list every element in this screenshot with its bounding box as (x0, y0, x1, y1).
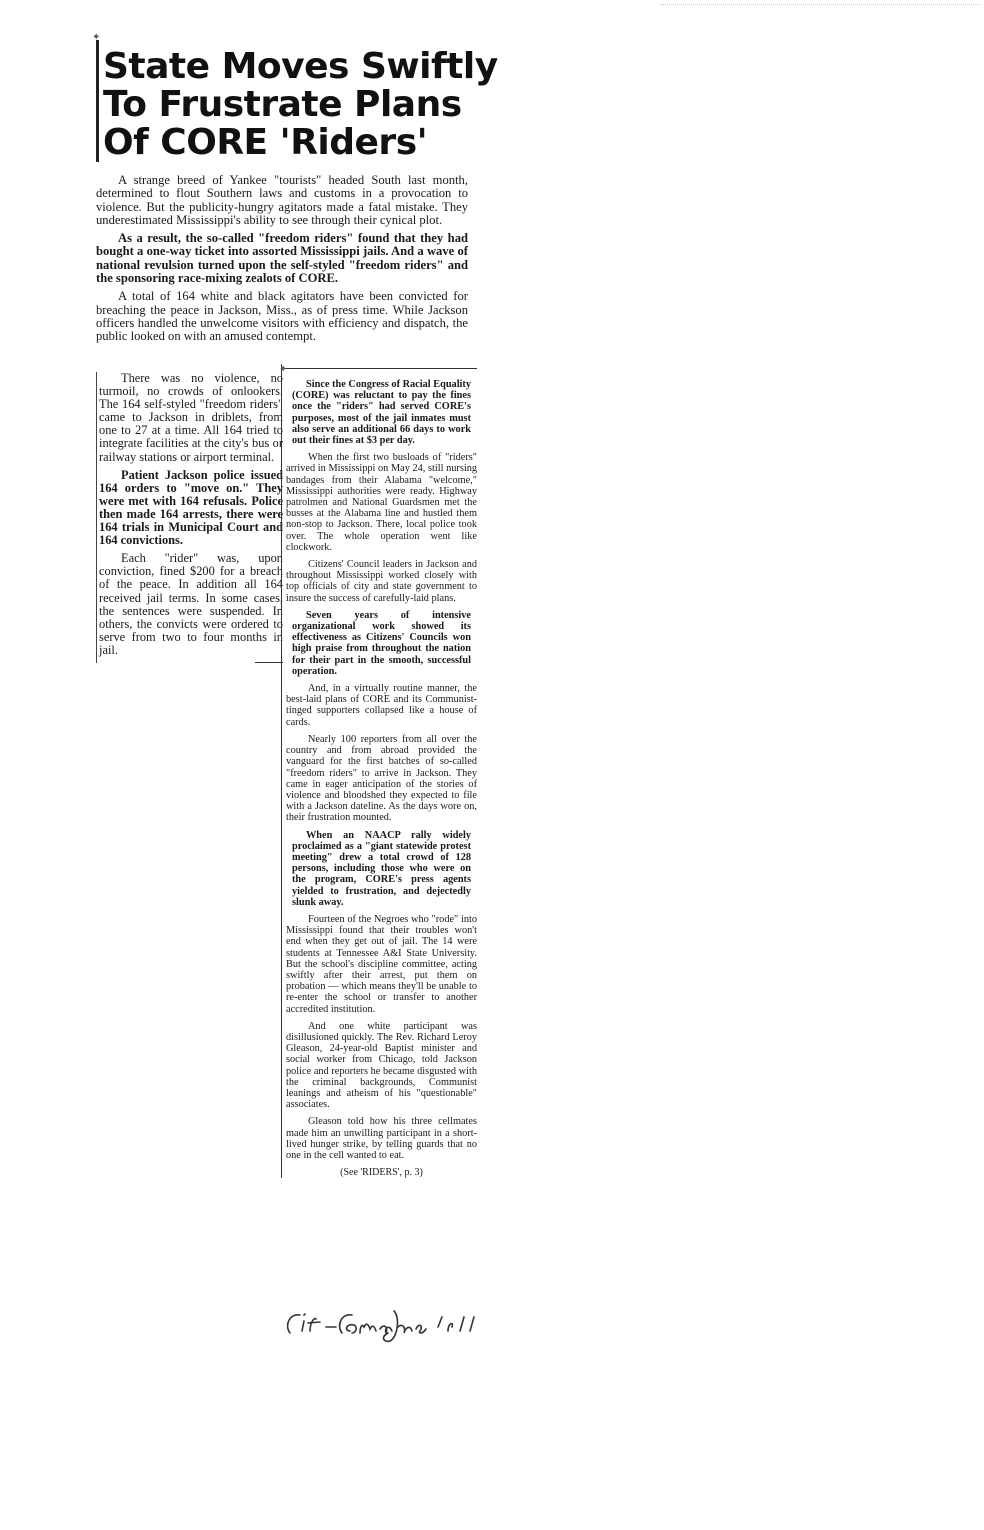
headline-line-3: Of CORE 'Riders' (103, 122, 428, 163)
right-paragraph-bold: Since the Congress of Racial Equality (CORE) was reluctant to pay the fines once the "riders" had served CORE's purposes, most of the jail inmates must also serve an additional 66 days to work out their fines at $3 per day. (292, 379, 471, 447)
handwritten-annotation (280, 1297, 520, 1345)
right-paragraph: Fourteen of the Negroes who "rode" into Mississippi found that their troubles won't end when they get out of jail. The 14 were students at Tennessee A&I State University. But the school's discipline committee, acting swiftly after their arrest, put them on probation — which means they'll be unable to re-enter the school or transfer to another accredited institution. (286, 913, 477, 1015)
right-paragraph: And one white participant was disillusioned quickly. The Rev. Richard Leroy Gleason, 24-year-old Baptist minister and social worker from Chicago, told Jackson police and reporters he became disgusted with the criminal backgrounds, Communist leanings and atheism of his "questionable" associates. (286, 1020, 477, 1111)
right-paragraph: Nearly 100 reporters from all over the country and from abroad provided the vanguard for the first batches of so-called "freedom riders" to arrive in Jackson. They came in eager anticipation of the stories of violence and bloodshed they expected to file with a Jackson dateline. As the days wore on, their frustration mounted. (286, 733, 477, 824)
left-column (96, 372, 283, 663)
newspaper-clipping (96, 40, 498, 349)
lead-paragraph: A total of 164 white and black agitators have been convicted for breaching the peace in Jackson, Miss., as of press time. While Jackson officers handled the unwelcome visitors with efficiency and dispatch, the public looked on with an amused contempt. (96, 289, 468, 344)
clipping-mark-icon: ✦ (92, 32, 101, 43)
headline-line-2: To Frustrate Plans (103, 84, 462, 125)
lead-section (96, 174, 468, 344)
column-top-rule (282, 368, 477, 369)
right-column (281, 364, 477, 1178)
right-paragraph: And, in a virtually routine manner, the best-laid plans of CORE and its Communist-tinged supporters collapsed like a house of cards. (286, 683, 477, 728)
lead-paragraph-bold: As a result, the so-called "freedom riders" found that they had bought a one-way ticket into assorted Mississippi jails. And a wave of national revulsion turned upon the self-styled "freedom riders" and the sponsoring race-mixing zealots of CORE. (96, 231, 468, 286)
lead-paragraph: A strange breed of Yankee "tourists" headed South last month, determined to flout Southern laws and customs in a provocation to violence. But the publicity-hungry agitators made a fatal mistake. They underestimated Mississippi's ability to see through their cynical plot. (96, 173, 468, 227)
headline-line-1: State Moves Swiftly (103, 46, 498, 87)
scan-edge-dots (660, 4, 980, 5)
left-paragraph: Each "rider" was, upon conviction, fined $200 for a breach of the peace. In addition all 164 received jail terms. In some cases, the sentences were suspended. In others, the convicts were ordered to serve from two to four months in jail. (99, 551, 283, 657)
continuation-note: (See 'RIDERS', p. 3) (340, 1167, 423, 1179)
right-paragraph: Gleason told how his three cellmates made him an unwilling participant in a short-lived hunger strike, by telling guards that no one in the cell wanted to eat. (286, 1116, 477, 1161)
right-paragraph-bold: When an NAACP rally widely proclaimed as a "giant statewide protest meeting" drew a total crowd of 128 persons, including those who were on the program, CORE's press agents yielded to frustration, and dejectedly slunk away. (292, 829, 471, 908)
right-paragraph-bold: Seven years of intensive organizational work showed its effectiveness as Citizens' Councils won high praise from throughout the nation for their part in the smooth, successful operation. (292, 609, 471, 677)
right-paragraph: When the first two busloads of "riders" arrived in Mississippi on May 24, still nursing bandages from their Alabama "welcome," Mississippi authorities were ready. Highway patrolmen and National Guardsmen met the busses at the Alabama line and hustled them non-stop to Jackson. There, local police took over. The whole operation went like clockwork. (286, 452, 477, 553)
left-paragraph-bold: Patient Jackson police issued 164 orders to "move on." They were met with 164 refusals. Police then made 164 arrests, there were 164 trials in Municipal Court and 164 convictions. (99, 467, 283, 548)
headline (96, 40, 498, 163)
clipping-mark-icon: ✦ (279, 364, 288, 375)
right-paragraph: Citizens' Council leaders in Jackson and throughout Mississippi worked closely with top officials of city and state government to insure the success of carefully-laid plans. (286, 559, 477, 604)
column-end-rule (255, 662, 283, 663)
left-paragraph: There was no violence, no turmoil, no crowds of onlookers. The 164 self-styled "freedom riders" came to Jackson in driblets, from one to 27 at a time. All 164 tried to integrate facilities at the city's bus or railway stations or airport terminal. (99, 371, 283, 464)
